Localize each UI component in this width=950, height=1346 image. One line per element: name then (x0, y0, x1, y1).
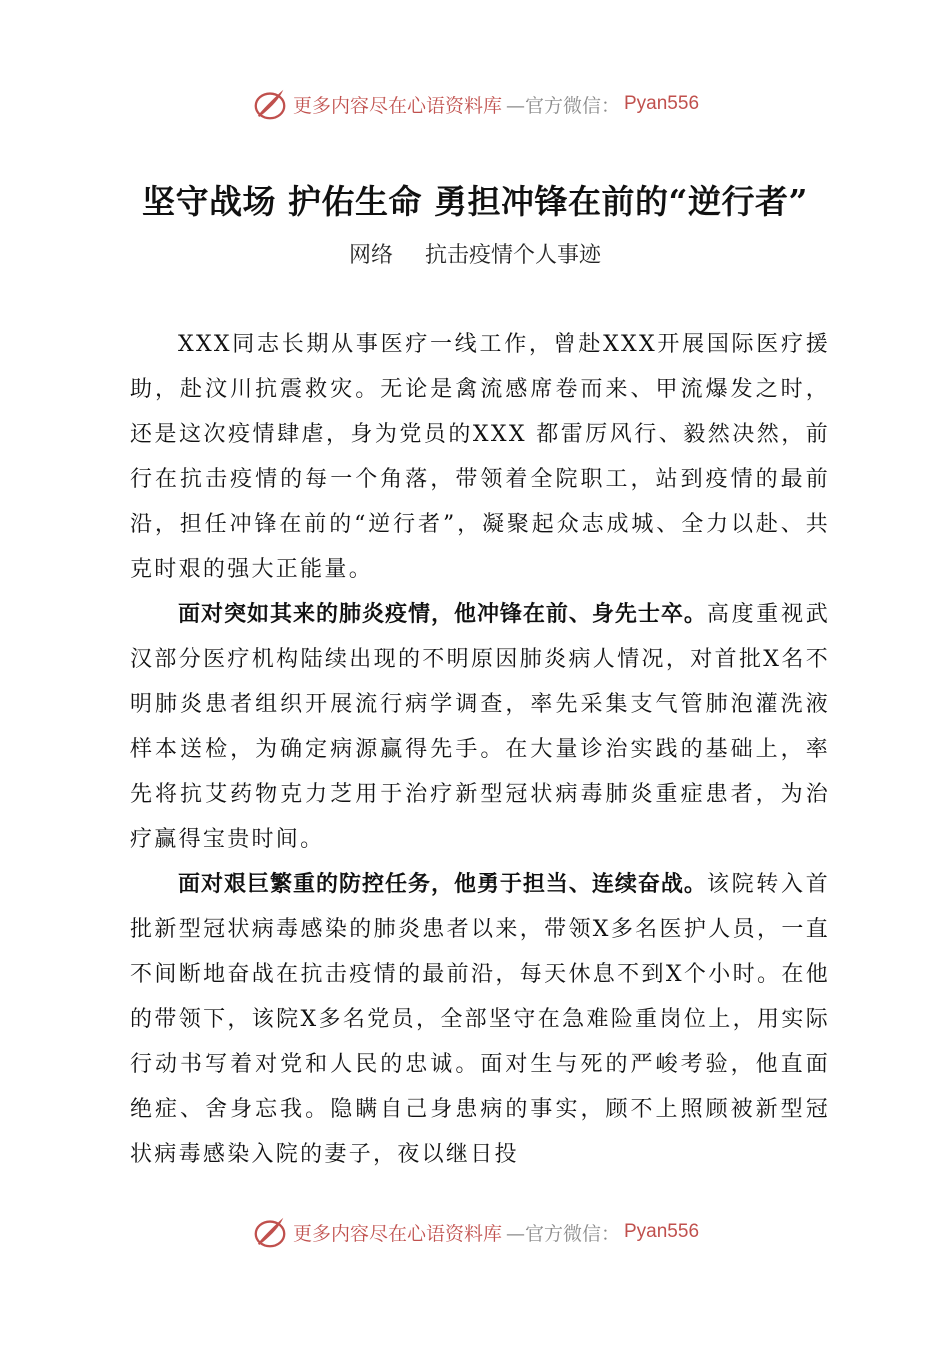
body-paragraph (130, 862, 830, 1177)
header-watermark-banner (0, 84, 950, 124)
document-source: 网络 (348, 243, 393, 268)
paragraph-text: 高度重视武汉部分医疗机构陆续出现的不明原因肺炎病人情况，对首批X名不明肺炎患者组织开展流行病学调查，率先采集支气管肺泡灌洗液样本送检，为确定病源赢得先手。在大量诊治实践的基础上，率先将抗艾药物克力芝用于治疗新型冠状病毒肺炎重症患者，为治疗赢得宝贵时间。 (130, 602, 830, 852)
quill-logo-icon (251, 1213, 289, 1251)
banner-main-text: 更多内容尽在心语资料库 (292, 94, 502, 117)
body-paragraph (130, 592, 830, 862)
quill-logo-icon (251, 85, 289, 123)
paragraph-text: 该院转入首批新型冠状病毒感染的肺炎患者以来，带领X多名医护人员，一直不间断地奋战在抗击疫情的最前沿，每天休息不到X个小时。在他的带领下，该院X多名党员，全部坚守在急难险重岗位上，用实际行动书写着对党和人民的忠诚。面对生与死的严峻考验，他直面绝症、舍身忘我。隐瞒自己身患病的事实，顾不上照顾被新型冠状病毒感染入院的妻子，夜以继日投 (130, 872, 830, 1167)
body-paragraph (130, 322, 830, 592)
document-body (130, 322, 830, 1177)
banner-wechat-id: Pyan556 (624, 93, 700, 114)
banner-wechat-label: —官方微信： (505, 94, 620, 117)
document-category: 抗击疫情个人事迹 (425, 243, 602, 268)
document-title: 坚守战场 护佑生命 勇担冲锋在前的“逆行者” (142, 182, 808, 221)
document-subtitle (0, 238, 950, 269)
paragraph-text: XXX同志长期从事医疗一线工作，曾赴XXX开展国际医疗援助，赴汶川抗震救灾。无论是禽流感席卷而来、甲流爆发之时，还是这次疫情肆虐，身为党员的XXX 都雷厉风行、毅然决然，前行在抗击疫情的每一个角落，带领着全院职工，站到疫情的最前沿，担任冲锋在前的“逆行者”，凝聚起众志成城、全力以赴、共克时艰的强大正能量。 (130, 332, 830, 582)
banner-main-text: 更多内容尽在心语资料库 (292, 1222, 502, 1245)
paragraph-lead: 面对突如其来的肺炎疫情，他冲锋在前、身先士卒。 (178, 602, 707, 627)
banner-wechat-label: —官方微信： (505, 1222, 620, 1245)
paragraph-lead: 面对艰巨繁重的防控任务，他勇于担当、连续奋战。 (178, 872, 707, 897)
footer-watermark-banner (0, 1212, 950, 1252)
banner-wechat-id: Pyan556 (624, 1221, 700, 1242)
